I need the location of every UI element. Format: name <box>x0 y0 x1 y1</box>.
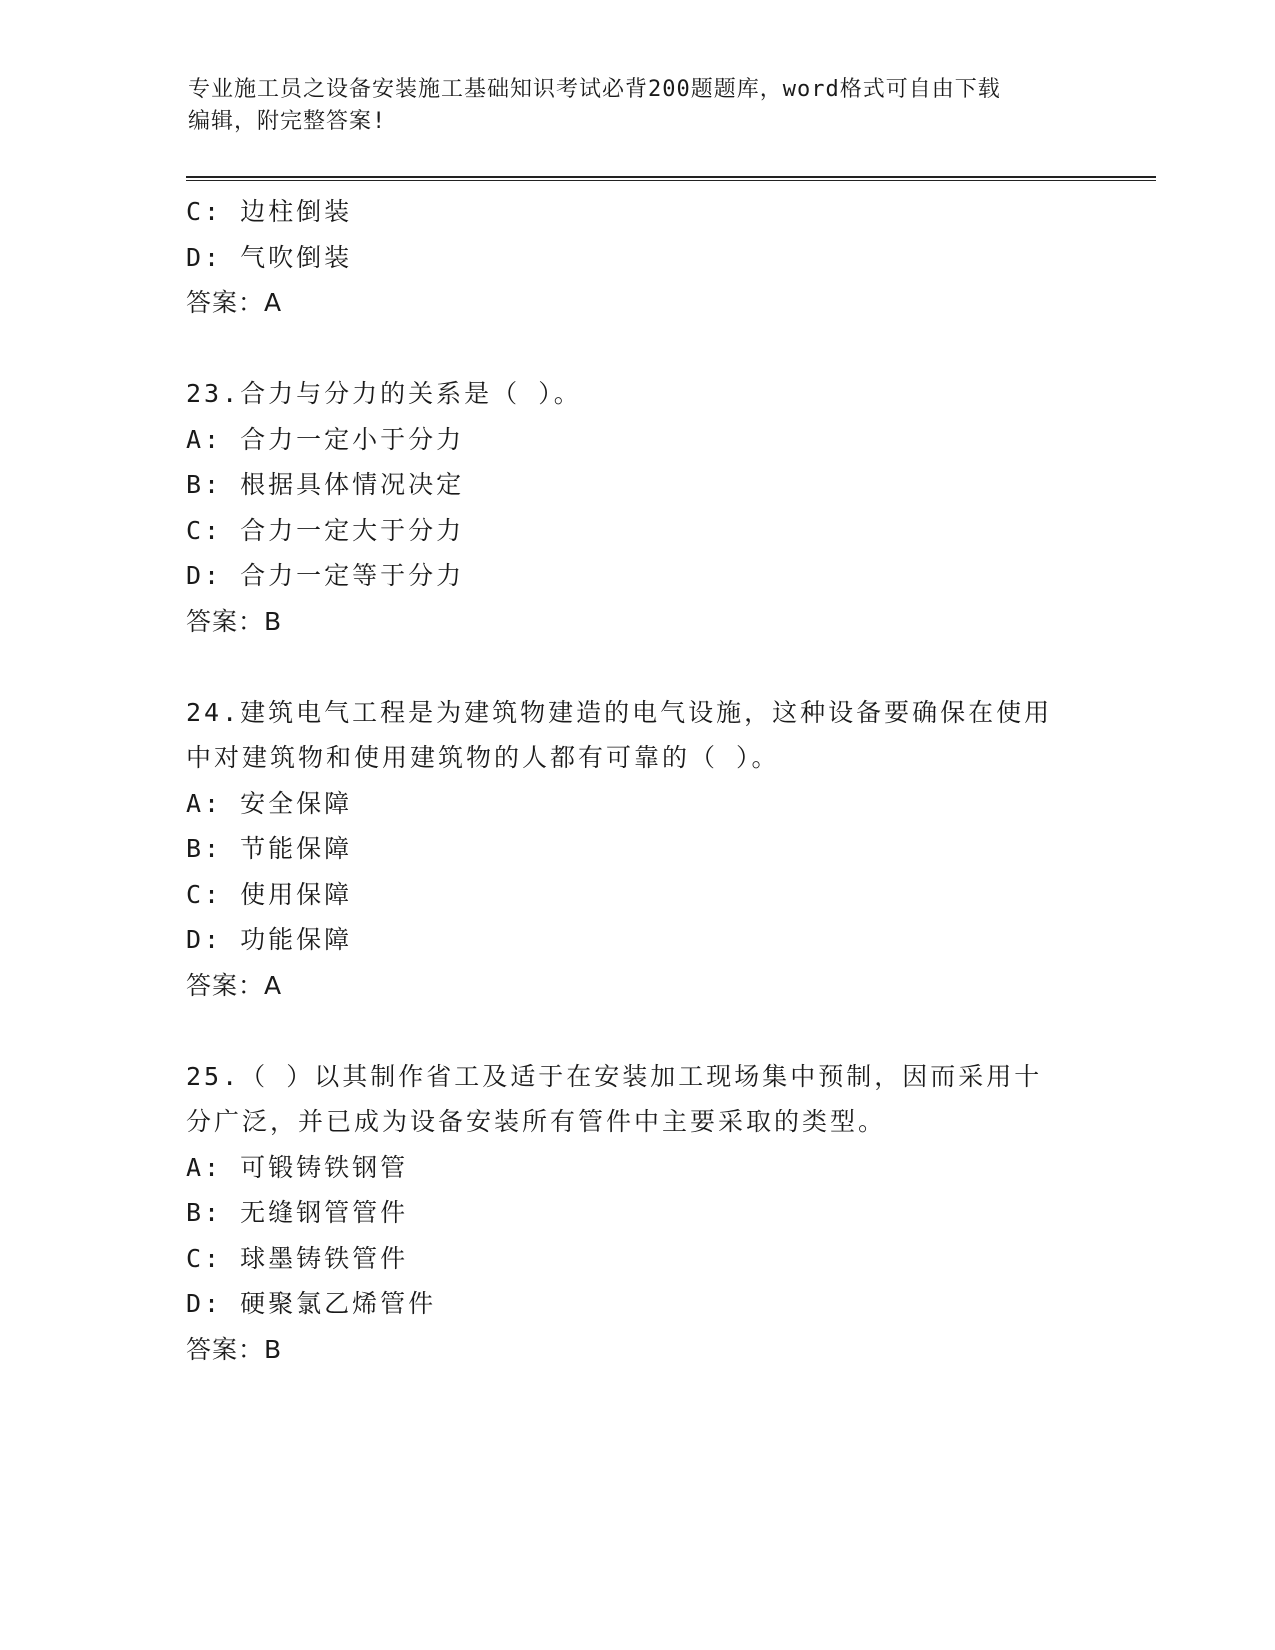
question-spacer <box>186 1008 1086 1054</box>
question-text-continued: 分广泛，并已成为设备安装所有管件中主要采取的类型。 <box>186 1107 887 1136</box>
question-text: 23.合力与分力的关系是（ ）。 <box>186 379 582 408</box>
option-d: D: 合力一定等于分力 <box>186 561 465 590</box>
header-divider <box>186 176 1156 181</box>
option-c: C: 合力一定大于分力 <box>186 515 465 545</box>
header-line-1: 专业施工员之设备安装施工基础知识考试必背200题题库，word格式可自由下载 <box>188 77 1001 102</box>
option-b: B: 节能保障 <box>186 834 353 863</box>
option-c: C: 使用保障 <box>186 879 353 909</box>
option-a: A: 合力一定小于分力 <box>186 424 465 454</box>
question-text: 24.建筑电气工程是为建筑物建造的电气设施，这种设备要确保在使用 <box>186 697 1053 727</box>
question-spacer <box>186 644 1086 690</box>
option-d: D: 硬聚氯乙烯管件 <box>186 1289 437 1318</box>
option-a: A: 可锻铸铁钢管 <box>186 1152 409 1182</box>
question-24 <box>186 690 1086 1009</box>
option-b: B: 无缝钢管管件 <box>186 1198 409 1227</box>
question-25 <box>186 1054 1086 1373</box>
option-b: B: 根据具体情况决定 <box>186 470 465 499</box>
option-a: A: 安全保障 <box>186 788 353 818</box>
question-text: 25.（ ）以其制作省工及适于在安装加工现场集中预制，因而采用十 <box>186 1061 1043 1091</box>
option-c: C: 球墨铸铁管件 <box>186 1243 409 1273</box>
question-partial <box>186 189 1086 326</box>
header-line-2: 编辑，附完整答案! <box>188 109 387 134</box>
answer-line: 答案：B <box>186 606 283 636</box>
answer-line: 答案：A <box>186 970 283 1000</box>
option-c: C: 边柱倒装 <box>186 197 353 226</box>
question-list <box>186 189 1086 1372</box>
answer-line: 答案：A <box>186 288 283 317</box>
question-23 <box>186 371 1086 644</box>
answer-line: 答案：B <box>186 1334 283 1364</box>
option-d: D: 功能保障 <box>186 925 353 954</box>
question-text-continued: 中对建筑物和使用建筑物的人都有可靠的（ ）。 <box>186 743 780 772</box>
option-d: D: 气吹倒装 <box>186 242 353 272</box>
document-header <box>188 74 1068 138</box>
question-spacer <box>186 326 1086 372</box>
